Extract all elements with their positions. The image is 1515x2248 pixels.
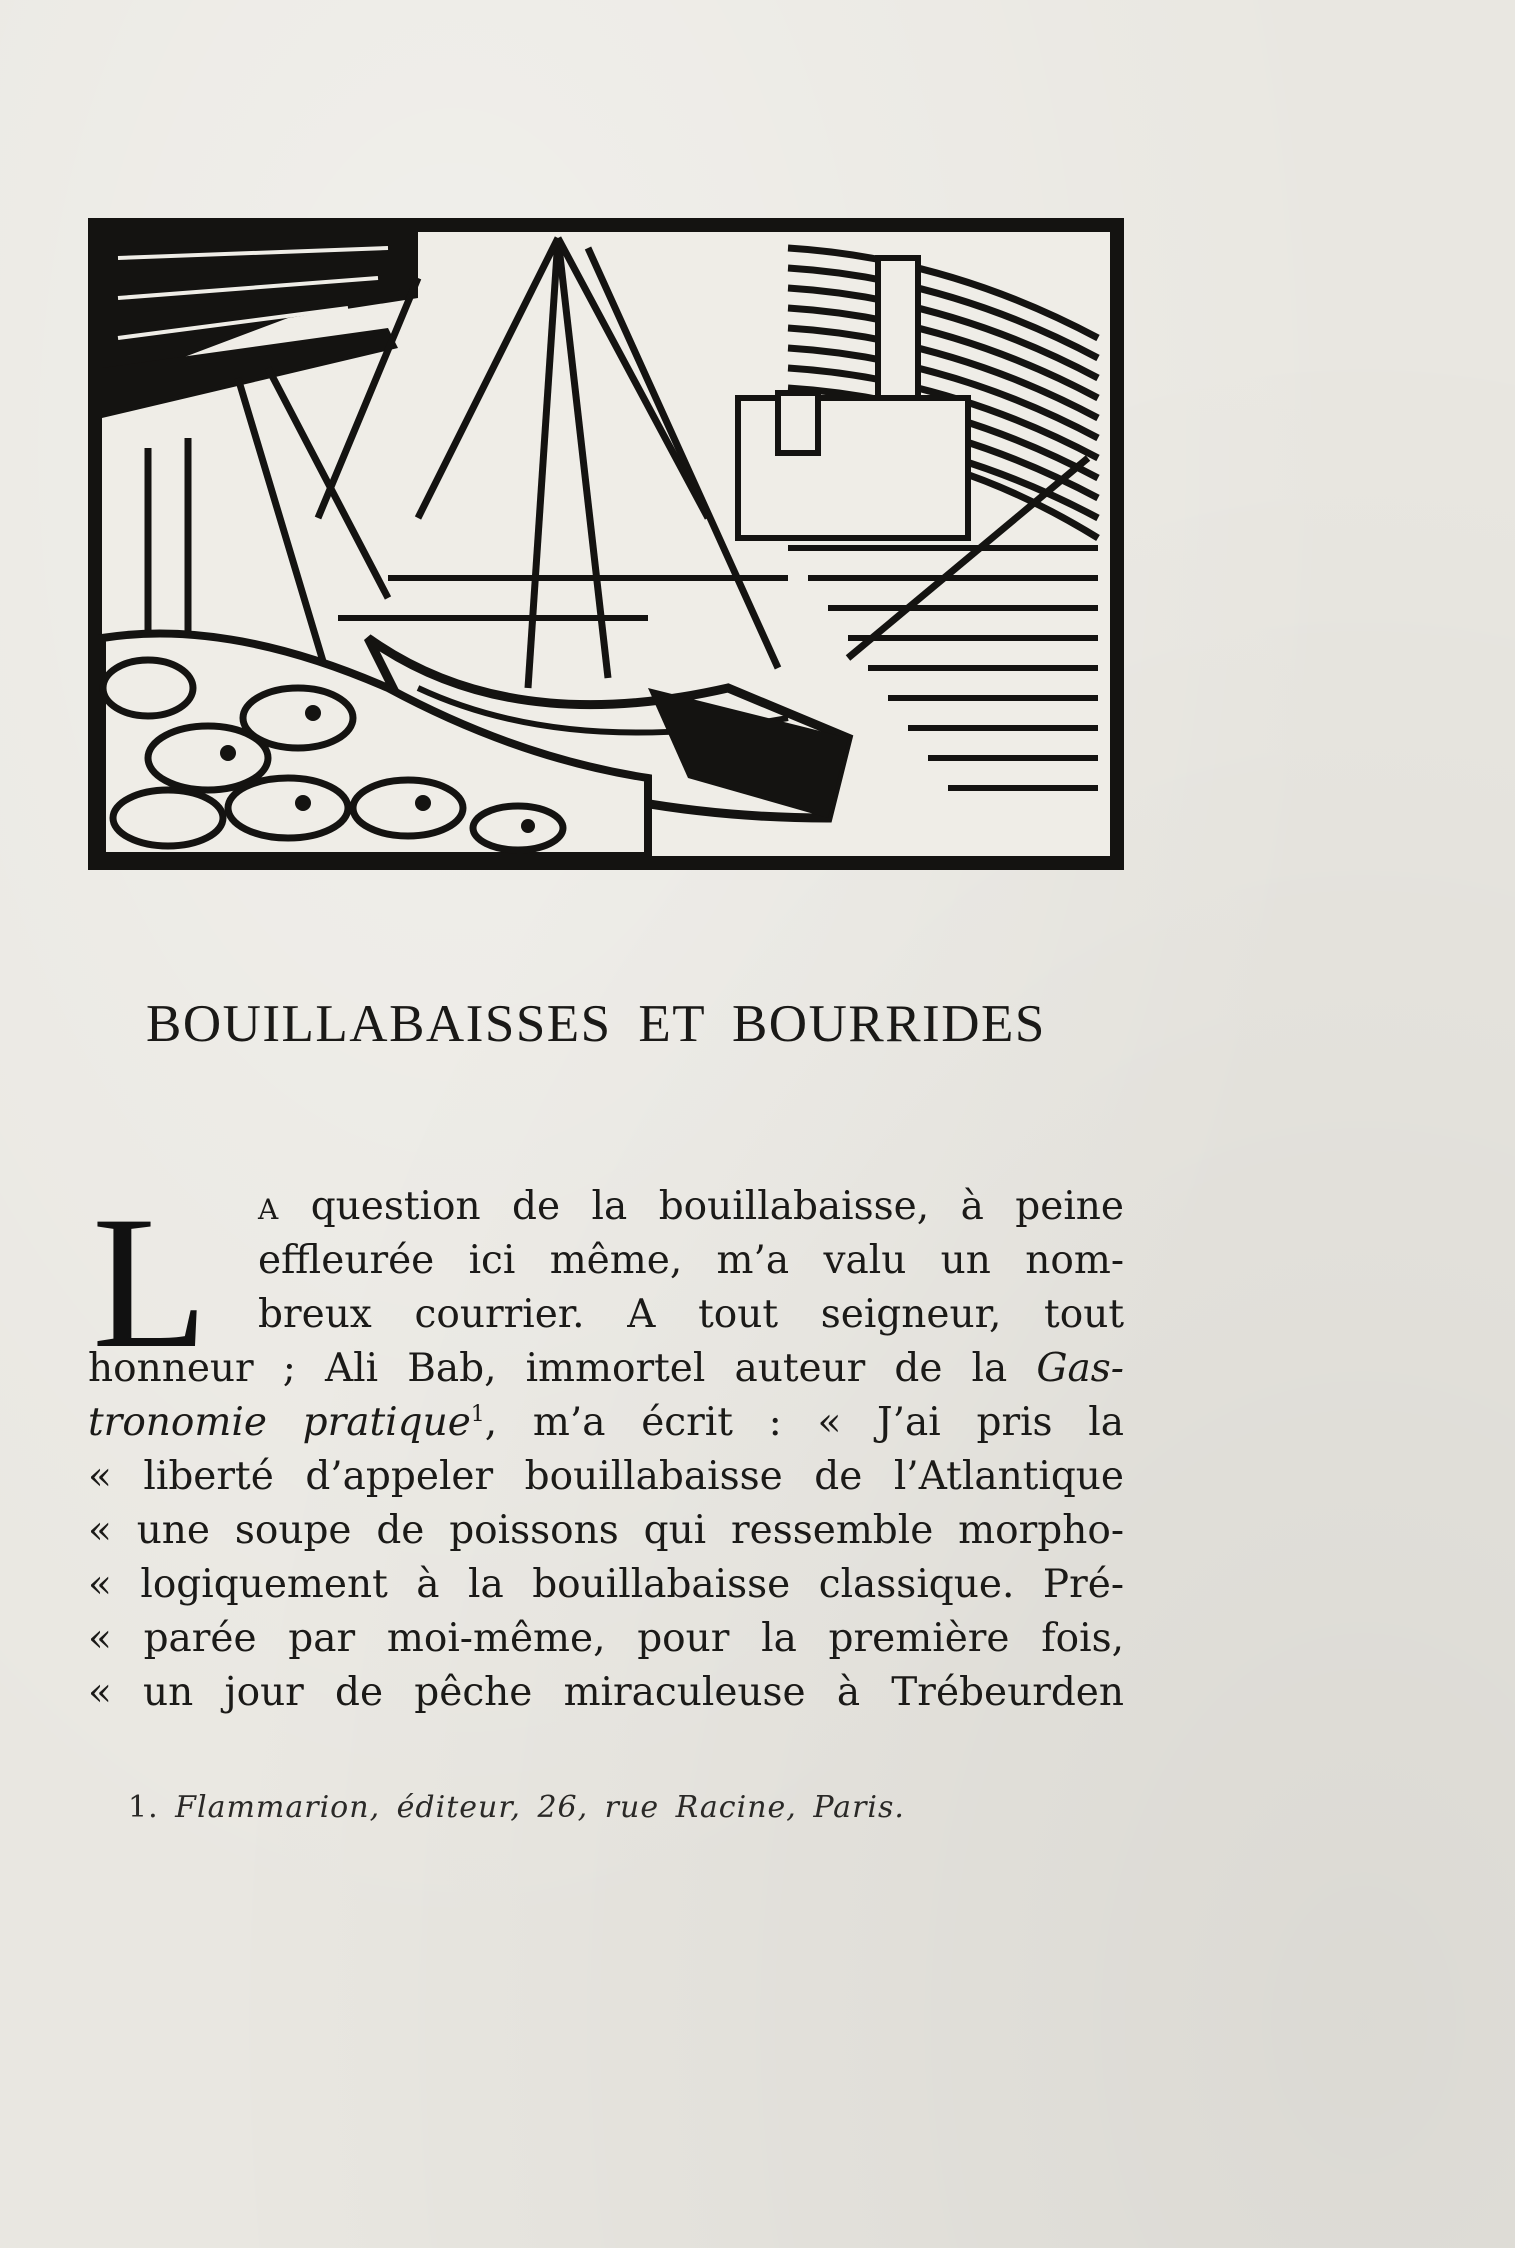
footnote-marker: 1 (470, 1402, 485, 1427)
body-paragraph (88, 1180, 1124, 1720)
text-line: effleurée ici même, m’a valu un nom- (258, 1238, 1124, 1283)
text-line (88, 1342, 1124, 1396)
text-line: « une soupe de poissons qui ressemble morpho- (88, 1508, 1124, 1553)
text-segment: question de la bouillabaisse, à peine (310, 1184, 1124, 1229)
footnote (128, 1790, 1028, 1825)
footnote-number: 1. (128, 1790, 159, 1825)
chapter-title: BOUILLABAISSES ET BOURRIDES (146, 995, 1046, 1053)
text-line: « parée par moi-même, pour la première fois, (88, 1616, 1124, 1661)
italic-title: tronomie pratique (88, 1400, 471, 1445)
drop-cap: L (92, 1178, 209, 1388)
text-line (88, 1396, 1124, 1450)
text-line: « liberté d’appeler bouillabaisse de l’Atlantique (88, 1454, 1124, 1499)
text-line: « logiquement à la bouillabaisse classique. Pré- (88, 1562, 1124, 1607)
text-line: breux courrier. A tout seigneur, tout (258, 1292, 1124, 1337)
text-line: « un jour de pêche miraculeuse à Trébeurden (88, 1670, 1124, 1715)
text-line (88, 1180, 1124, 1234)
small-caps-letter: A (258, 1193, 280, 1226)
footnote-text: Flammarion, éditeur, 26, rue Racine, Paris. (175, 1790, 905, 1825)
italic-title: Gas- (1036, 1346, 1124, 1391)
text-segment: honneur ; Ali Bab, immortel auteur de la (88, 1346, 1008, 1391)
text-segment: , m’a écrit : « J’ai pris la (484, 1400, 1124, 1445)
harbor-woodcut-icon (88, 218, 1124, 870)
